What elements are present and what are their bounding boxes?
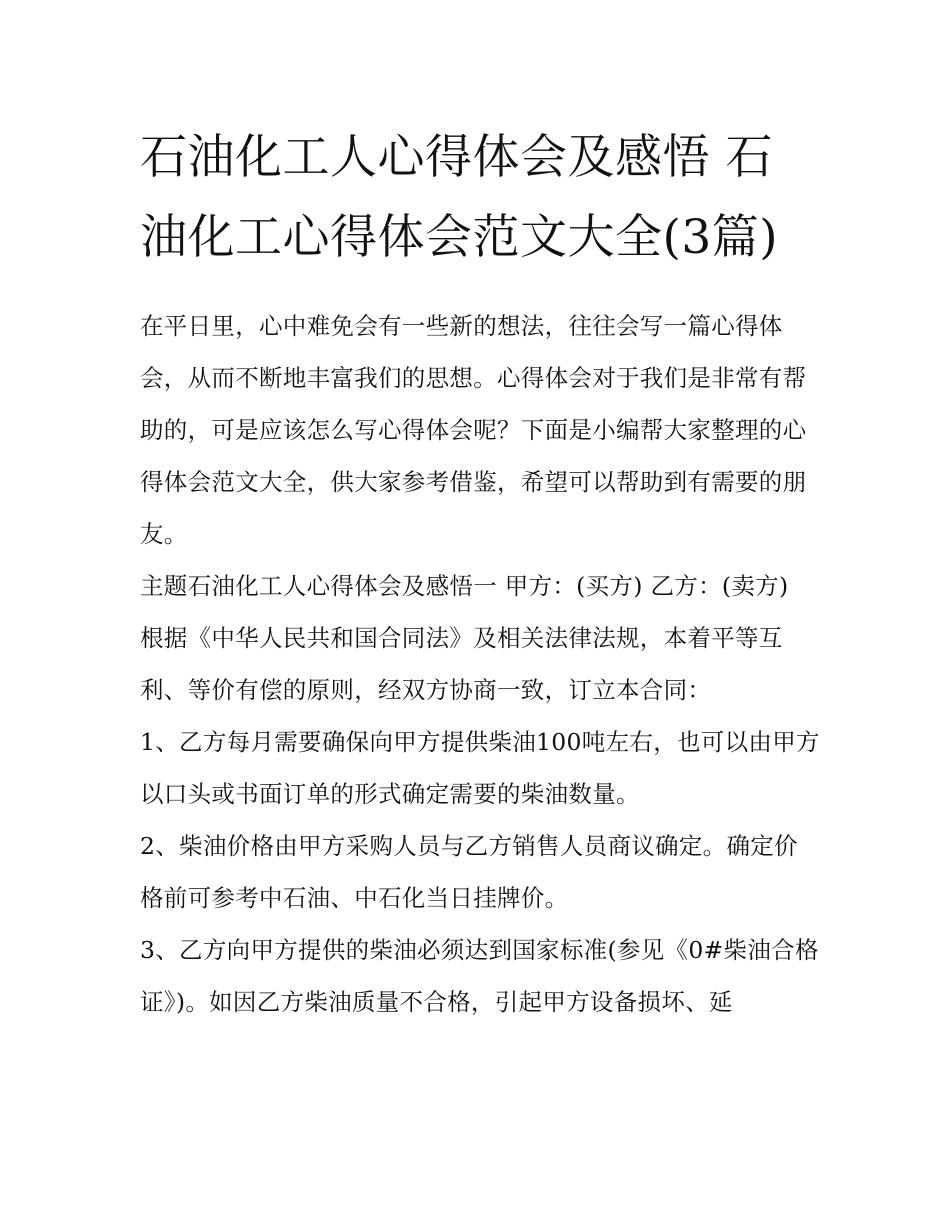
document-body <box>140 300 820 1028</box>
paragraph-clause-1: 1、乙方每月需要确保向甲方提供柴油100吨左右，也可以由甲方以口头或书面订单的形式确定需要的柴油数量。 <box>140 728 820 808</box>
document-content <box>140 118 820 1028</box>
paragraph-intro: 在平日里，心中难免会有一些新的想法，往往会写一篇心得体会，从而不断地丰富我们的思想。心得体会对于我们是非常有帮助的，可是应该怎么写心得体会呢？下面是小编帮大家整理的心得体会范文大全，供大家参考借鉴，希望可以帮助到有需要的朋友。 <box>140 312 807 548</box>
paragraph-basis: 根据《中华人民共和国合同法》及相关法律法规，本着平等互利、等价有偿的原则，经双方协商一致，订立本合同： <box>140 624 783 704</box>
paragraph-parties: 主题石油化工人心得体会及感悟一 甲方：(买方) 乙方：(卖方) <box>140 572 789 600</box>
document-title: 石油化工人心得体会及感悟 石油化工心得体会范文大全(3篇) <box>140 130 779 265</box>
paragraph-clause-2: 2、柴油价格由甲方采购人员与乙方销售人员商议确定。确定价格前可参考中石油、中石化当日挂牌价。 <box>140 832 798 912</box>
paragraph-clause-3: 3、乙方向甲方提供的柴油必须达到国家标准(参见《0#柴油合格证》)。如因乙方柴油质量不合格，引起甲方设备损坏、延 <box>140 936 819 1016</box>
